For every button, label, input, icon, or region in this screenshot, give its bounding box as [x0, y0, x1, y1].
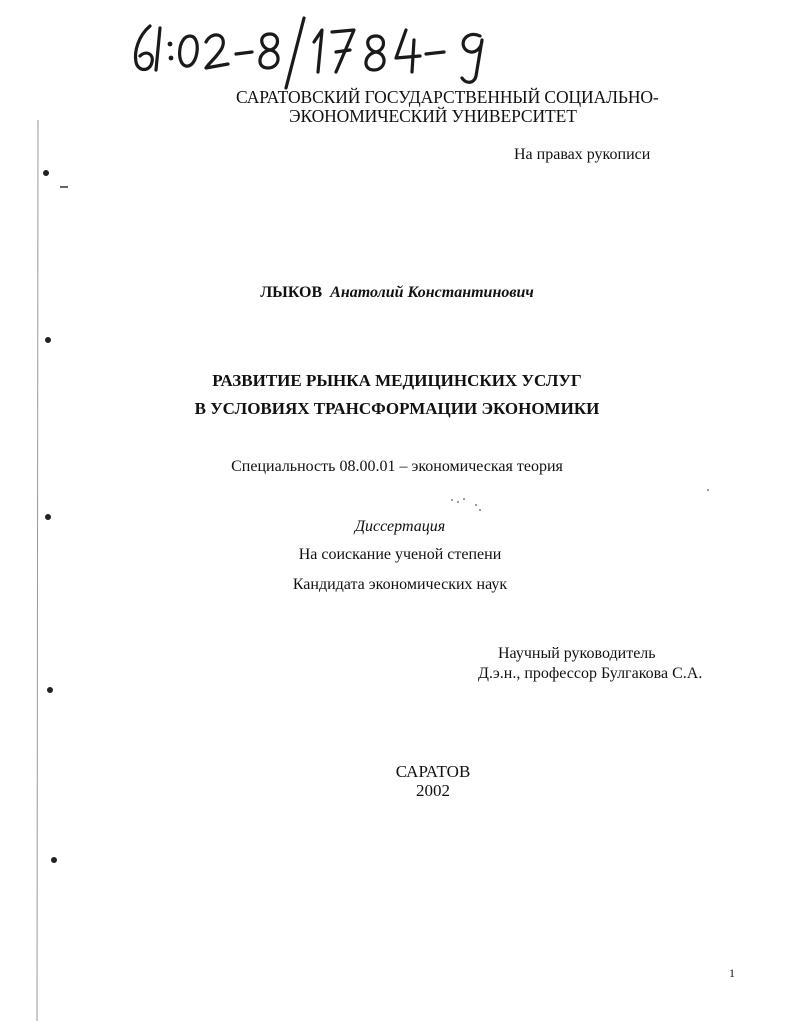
city: САРАТОВ [395, 762, 471, 781]
dissertation-title-line-1: РАЗВИТИЕ РЫНКА МЕДИЦИНСКИХ УСЛУГ [212, 371, 582, 390]
handwritten-archive-code [128, 14, 508, 90]
university-name-line-1: САРАТОВСКИЙ ГОСУДАРСТВЕННЫЙ СОЦИАЛЬНО- [236, 87, 659, 107]
degree-line-1: На соискание ученой степени [298, 546, 502, 563]
page-number: 1 [729, 966, 735, 980]
dissertation-title-line-2: В УСЛОВИЯХ ТРАНСФОРМАЦИИ ЭКОНОМИКИ [194, 399, 600, 418]
work-type: Диссертация [354, 518, 446, 535]
specialty: Специальность 08.00.01 – экономическая теория [231, 458, 563, 475]
degree-line-2: Кандидата экономических наук [292, 576, 508, 593]
university-name-line-2: ЭКОНОМИЧЕСКИЙ УНИВЕРСИТЕТ [289, 106, 577, 126]
author-name [0, 284, 794, 302]
year: 2002 [416, 781, 450, 800]
supervisor-label: Научный руководитель [498, 645, 656, 662]
author-surname: ЛЫКОВ [260, 284, 323, 301]
author-given-names: Анатолий Константинович [330, 284, 534, 301]
manuscript-rights-note: На правах рукописи [514, 146, 651, 163]
supervisor-name: Д.э.н., профессор Булгакова С.А. [478, 665, 703, 682]
